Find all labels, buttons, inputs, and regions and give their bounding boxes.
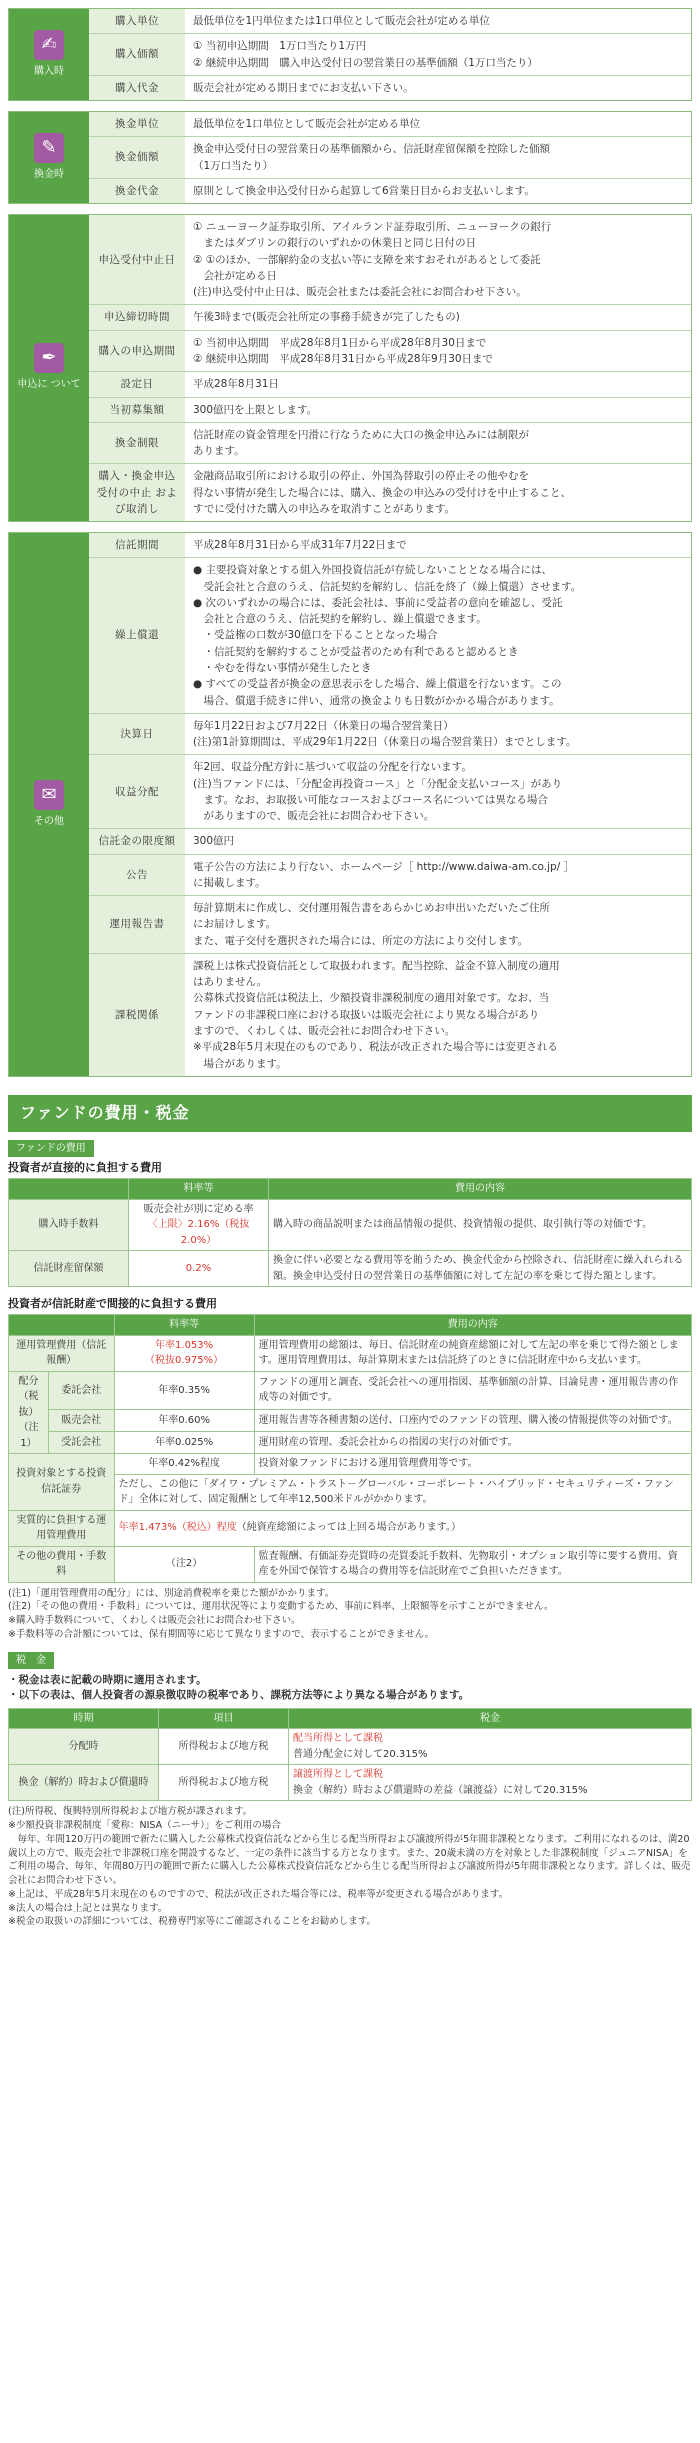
table-row [9,1765,692,1801]
section-pictogram-icon: ✉ [34,780,64,810]
row-label: 販売会社 [49,1410,115,1432]
note-line: ※手数料等の合計額については、保有期間等に応じて異なりますので、表示することができません。 [8,1629,435,1640]
row-label: 購入価額 [89,34,185,75]
row-label: 公告 [89,855,185,896]
row-label: 分配時 [9,1729,159,1765]
section-name: 申込に ついて [17,379,81,391]
section-s4 [8,532,692,1077]
row-label: 信託金の限度額 [89,829,185,853]
row-label: 委託会社 [49,1371,115,1410]
table-row [89,9,691,34]
table-row [9,1410,692,1432]
table-row [89,215,691,305]
table-row [89,533,691,558]
table-row [9,1251,692,1287]
row-text: 販売会社が定める期日までにお支払い下さい。 [193,81,414,94]
table-row [89,331,691,373]
table-row [89,423,691,465]
rate-text: 年率0.35% [114,1371,254,1410]
note-line: ※税金の取扱いの詳細については、税務専門家等にご確認されることをお勧めします。 [8,1916,377,1928]
row-text: 会社と合意のうえ、信託契約を解約し、繰上償還できます。 [193,613,487,626]
table-row [89,896,691,954]
row-text: ・受益権の口数が30億口を下ることとなった場合 [193,629,438,642]
table-row [89,76,691,100]
table-row [89,112,691,137]
content-header: 費用の内容 [269,1179,692,1200]
table-row [9,1335,692,1371]
row-text: ● すべての受益者が換金の意思表示をした場合、繰上償還を行ないます。この [193,678,562,691]
table-row [89,954,691,1076]
row-text: 最低単位を1口単位として販売会社が定める単位 [193,118,421,131]
direct-fee-heading: 投資者が直接的に負担する費用 [8,1161,162,1175]
table-row [89,137,691,179]
row-label: 申込受付中止日 [89,215,185,304]
table-row [89,372,691,397]
row-label: 設定日 [89,372,185,396]
row-label: 申込締切時間 [89,305,185,329]
indirect-fee-table [8,1314,692,1583]
row-text: ● 主要投資対象とする組入外国投資信託が存続しないこととなる場合には、 [193,564,552,577]
section-pictogram-icon: ✎ [34,133,64,163]
direct-fee-table [8,1178,692,1287]
section-s2 [8,111,692,204]
row-label: 実質的に負担する運用管理費用 [9,1510,115,1546]
row-text: にお届けします。 [193,918,277,931]
row-text: ・やむを得ない事情が発生したとき [193,661,372,674]
row-text: 原則として換金申込受付日から起算して6営業日目からお支払いします。 [193,184,535,197]
note-line: ※少額投資非課税制度「愛称：NISA（ニーサ）」をご利用の場合 [8,1819,281,1831]
table-row [9,1199,692,1251]
row-text: 平成28年8月31日から平成31年7月22日まで [193,539,407,552]
fee-content: 運用財産の管理、委託会社からの指図の実行の対価です。 [254,1432,691,1454]
note-line: ※購入時手数料について、くわしくは販売会社にお問合わせ下さい。 [8,1615,301,1627]
row-text: ● 次のいずれかの場合には、委託会社は、事前に受益者の意向を確認し、受託 [193,596,563,609]
table-row [9,1371,692,1410]
table-row [89,34,691,76]
row-text: 午後3時まで(販売会社所定の事務手続きが完了したもの) [193,311,460,324]
row-text: 毎年1月22日および7月22日（休業日の場合翌営業日） [193,719,454,732]
rate-header: 料率等 [129,1179,269,1200]
row-text: ① 当初申込期間 平成28年8月1日から平成28年8月30日まで [193,336,487,349]
row-label: 運用報告書 [89,896,185,953]
table-row [89,829,691,854]
tax-item: 所得税および地方税 [159,1765,289,1801]
fee-content: （純資産総額によっては上回る場合があります。） [236,1522,461,1534]
indirect-fee-heading: 投資者が信託財産で間接的に負担する費用 [8,1297,217,1311]
row-text: 場合、償還手続きに伴い、通常の換金よりも日数がかかる場合があります。 [193,694,560,707]
tax-type: 配当所得として課税 [293,1733,383,1745]
row-label: 受託会社 [49,1432,115,1454]
section-icon-column [9,9,89,100]
section-icon-column [9,215,89,521]
fee-content: 監査報酬、有価証券売買時の売買委託手数料、先物取引・オプション取引等に要する費用、資産を外国で保管する場合の費用等を信託財産でご負担いただきます。 [254,1546,691,1582]
row-label: 購入単位 [89,9,185,33]
row-label: 決算日 [89,714,185,755]
tax-line-1: ・税金は表に記載の時期に適用されます。 [8,1674,207,1687]
tax-line-2: ・以下の表は、個人投資者の源泉徴収時の税率であり、課税方法等により異なる場合があります。 [8,1689,470,1702]
row-text: 平成28年8月31日 [193,378,279,391]
tax-item: 所得税および地方税 [159,1729,289,1765]
rate-text: 年率0.42%程度 [114,1454,254,1475]
note-line: ※法人の場合は上記とは異なります。 [8,1902,168,1914]
note-line: (注1)「運用管理費用の配分」には、別途消費税率を乗じた額がかかります。 [8,1587,335,1599]
row-label: 換金代金 [89,179,185,203]
content-header: 費用の内容 [254,1315,691,1336]
section-s3 [8,214,692,522]
row-label: 信託期間 [89,533,185,557]
table-row [9,1729,692,1765]
table-row [89,305,691,330]
fee-content: ただし、この他に「ダイワ・プレミアム・トラスト－グローバル・コーポレート・ハイブリッド・セキュリティーズ・ファンド」全体に対して、固定報酬として年率12,500米ドルがかかります。 [114,1474,691,1510]
table-row [9,1432,692,1454]
section-pictogram-icon: ✒ [34,343,64,373]
table-row [89,398,691,423]
row-label: 購入の申込期間 [89,331,185,372]
row-text: 換金申込受付日の翌営業日の基準価額から、信託財産留保額を控除した価額 [193,143,550,156]
item-header: 項目 [159,1708,289,1729]
section-name: 換金時 [34,168,64,180]
row-text: ます。なお、お取扱い可能なコースおよびコース名については異なる場合 [193,793,548,806]
fee-content: 運用管理費用の総額は、毎日、信託財産の純資産総額に対して左記の率を乗じて得た額とします。運用管理費用は、毎計算期末または信託終了のときに信託財産中から支払います。 [254,1335,691,1371]
table-row [89,855,691,897]
row-text: ② 継続申込期間 平成28年8月31日から平成28年9月30日まで [193,352,494,365]
rate-text-sub: （税抜0.975%） [145,1355,224,1367]
row-text: 場合があります。 [193,1057,287,1070]
row-text: 信託財産の資金管理を円滑に行なうために大口の換金申込みには制限が [193,428,529,441]
row-text: すでに受付けた購入の申込みを取消すことがあります。 [193,502,455,515]
row-text: ますので、くわしくは、販売会社にお問合わせ下さい。 [193,1025,456,1038]
rate-header: 料率等 [114,1315,254,1336]
row-label: 購入・換金申込 受付の中止 および取消し [89,464,185,521]
row-text: ② 継続申込期間 購入申込受付日の翌営業日の基準価額（1万口当たり） [193,56,538,69]
section-s1 [8,8,692,101]
row-label: 投資対象とする投資信託証券 [9,1454,115,1511]
row-label: 換金単位 [89,112,185,136]
row-text: ファンドの非課税口座における取扱いは販売会社により異なる場合があり [193,1008,540,1021]
fee-tag: ファンドの費用 [8,1140,94,1158]
fee-content: 換金に伴い必要となる費用等を賄うため、換金代金から控除され、信託財産に繰入れられる額。換金申込受付日の翌営業日の基準価額に対して左記の率を乗じて得た額とします。 [269,1251,692,1287]
row-text: またはダブリンの銀行のいずれかの休業日と同じ日付の日 [193,237,477,250]
row-text: 年2回、収益分配方針に基づいて収益の分配を行ないます。 [193,761,472,774]
row-text: 受託会社と合意のうえ、信託契約を解約し、信託を終了（繰上償還）させます。 [193,580,582,593]
row-label: 換金制限 [89,423,185,464]
row-label: 購入代金 [89,76,185,100]
tax-table [8,1708,692,1802]
fee-content: 投資対象ファンドにおける運用管理費用等です。 [254,1454,691,1475]
table-row [89,558,691,713]
row-text: 会社が定める日 [193,269,277,282]
row-label: 運用管理費用（信託報酬） [9,1335,115,1371]
split-label: 配分（税抜）（注1） [9,1371,49,1454]
table-row [9,1454,692,1475]
row-text: 電子公告の方法により行ない、ホームページ［ http://www.daiwa-am.co.jp/ ］ [193,860,575,873]
fee-content: ファンドの運用と調査、受託会社への運用指図、基準価額の計算、目論見書・運用報告書の作成等の対価です。 [254,1371,691,1410]
period-header: 時期 [9,1708,159,1729]
row-text: 金融商品取引所における取引の停止、外国為替取引の停止その他やむを [193,470,529,483]
section-icon-column [9,112,89,203]
fee-notes [8,1587,692,1642]
row-text: 毎計算期末に作成し、交付運用報告書をあらかじめお申出いただいたご住所 [193,902,550,915]
row-text: がありますので、販売会社にお問合わせ下さい。 [193,810,435,823]
table-row [9,1546,692,1582]
tax-notes [8,1805,692,1929]
row-text: はありません。 [193,976,268,989]
row-label: その他の費用・手数料 [9,1546,115,1582]
row-text: (注)当ファンドには、「分配金再投資コース」と「分配金支払いコース」があり [193,777,563,790]
row-label: 換金価額 [89,137,185,178]
tax-header: 税金 [289,1708,692,1729]
rate-text: 年率1.053% [155,1339,214,1351]
rate-cap: 〈上限〉2.16%（税抜2.0%） [147,1219,250,1246]
section-icon-column [9,533,89,1076]
table-row [9,1510,692,1546]
table-row [89,755,691,829]
table-row [89,464,691,521]
row-text: 得ない事情が発生した場合には、購入、換金の申込みの受付けを中止すること、 [193,486,571,499]
note-line: 毎年、年間120万円の範囲で新たに購入した公募株式投資信託などから生じる配当所得および譲渡所得が5年間非課税となります。ご利用になれるのは、満20歳以上の方で、販売会社で非課税口座を開設するなど、一定の条件に該当する方となります。また、20歳未満の方を対象とした非課税制度「ジュニアNISA」をご利用の場合、毎年、年間80万円の範囲で新たに購入した公募株式投資信託などから生じる配当所得および譲渡所得が5年間非課税となります。詳しくは、販売会社にお問合わせ下さい。 [8,1833,691,1887]
row-text: （1万口当たり） [193,159,274,172]
row-label: 信託財産留保額 [9,1251,129,1287]
row-text: あります。 [193,445,245,458]
tax-tag: 税 金 [8,1652,54,1670]
tax-type: 譲渡所得として課税 [293,1769,383,1781]
row-label: 課税関係 [89,954,185,1076]
row-text: ・信託契約を解約することが受益者のため有利であると認めるとき [193,645,519,658]
rate-text: 販売会社が別に定める率 [143,1203,254,1215]
rate-text: 年率1.473%（税込）程度 [118,1522,237,1534]
row-label: 収益分配 [89,755,185,828]
row-label: 当初募集額 [89,398,185,422]
row-text: に掲載します。 [193,876,266,889]
row-text: ※平成28年5月末現在のものであり、税法が改正された場合等には変更される [193,1041,558,1054]
section-name: 購入時 [34,65,64,77]
rate-text: （注2） [114,1546,254,1582]
tax-rate: 換金（解約）時および償還時の差益（譲渡益）に対して20.315% [293,1784,588,1796]
row-text: ② ①のほか、一部解約金の支払い等に支障を来すおそれがあるとして委託 [193,253,541,266]
row-label: 繰上償還 [89,558,185,712]
row-label: 換金（解約）時および償還時 [9,1765,159,1801]
fee-band-title: ファンドの費用・税金 [8,1095,692,1132]
fee-content: 運用報告書等各種書類の送付、口座内でのファンドの管理、購入後の情報提供等の対価です。 [254,1410,691,1432]
row-text: また、電子交付を選択された場合には、所定の方法により交付します。 [193,934,529,947]
note-line: ※上記は、平成28年5月末現在のものですので、税法が改正された場合等には、税率等が変更される場合があります。 [8,1888,509,1900]
table-row [89,179,691,203]
table-row [89,714,691,756]
row-text: ① 当初申込期間 1万口当たり1万円 [193,40,367,53]
row-text: 課税上は株式投資信託として取扱われます。配当控除、益金不算入制度の適用 [193,959,560,972]
row-label: 購入時手数料 [9,1199,129,1251]
row-text: 300億円 [193,835,235,848]
section-pictogram-icon: ✍ [34,30,64,60]
row-text: (注)申込受付中止日は、販売会社または委託会社にお問合わせ下さい。 [193,286,527,299]
row-text: 300億円を上限とします。 [193,403,318,416]
note-line: (注2)「その他の費用・手数料」については、運用状況等により変動するため、事前に料率、上限額等を示すことができません。 [8,1601,554,1613]
fee-content: 購入時の商品説明または商品情報の提供、投資情報の提供、取引執行等の対価です。 [269,1199,692,1251]
row-text: 公募株式投資信託は税法上、少額投資非課税制度の適用対象です。なお、当 [193,992,550,1005]
row-text: 最低単位を1円単位または1口単位として販売会社が定める単位 [193,15,490,27]
rate-text: 0.2% [129,1251,269,1287]
section-name: その他 [34,815,64,827]
row-text: (注)第1計算期間は、平成29年1月22日（休業日の場合翌営業日）までとします。 [193,736,577,749]
rate-text: 年率0.025% [114,1432,254,1454]
tax-rate: 普通分配金に対して20.315% [293,1748,428,1760]
rate-text: 年率0.60% [114,1410,254,1432]
note-line: (注)所得税、復興特別所得税および地方税が課されます。 [8,1806,253,1818]
row-text: ① ニューヨーク証券取引所、アイルランド証券取引所、ニューヨークの銀行 [193,221,552,234]
